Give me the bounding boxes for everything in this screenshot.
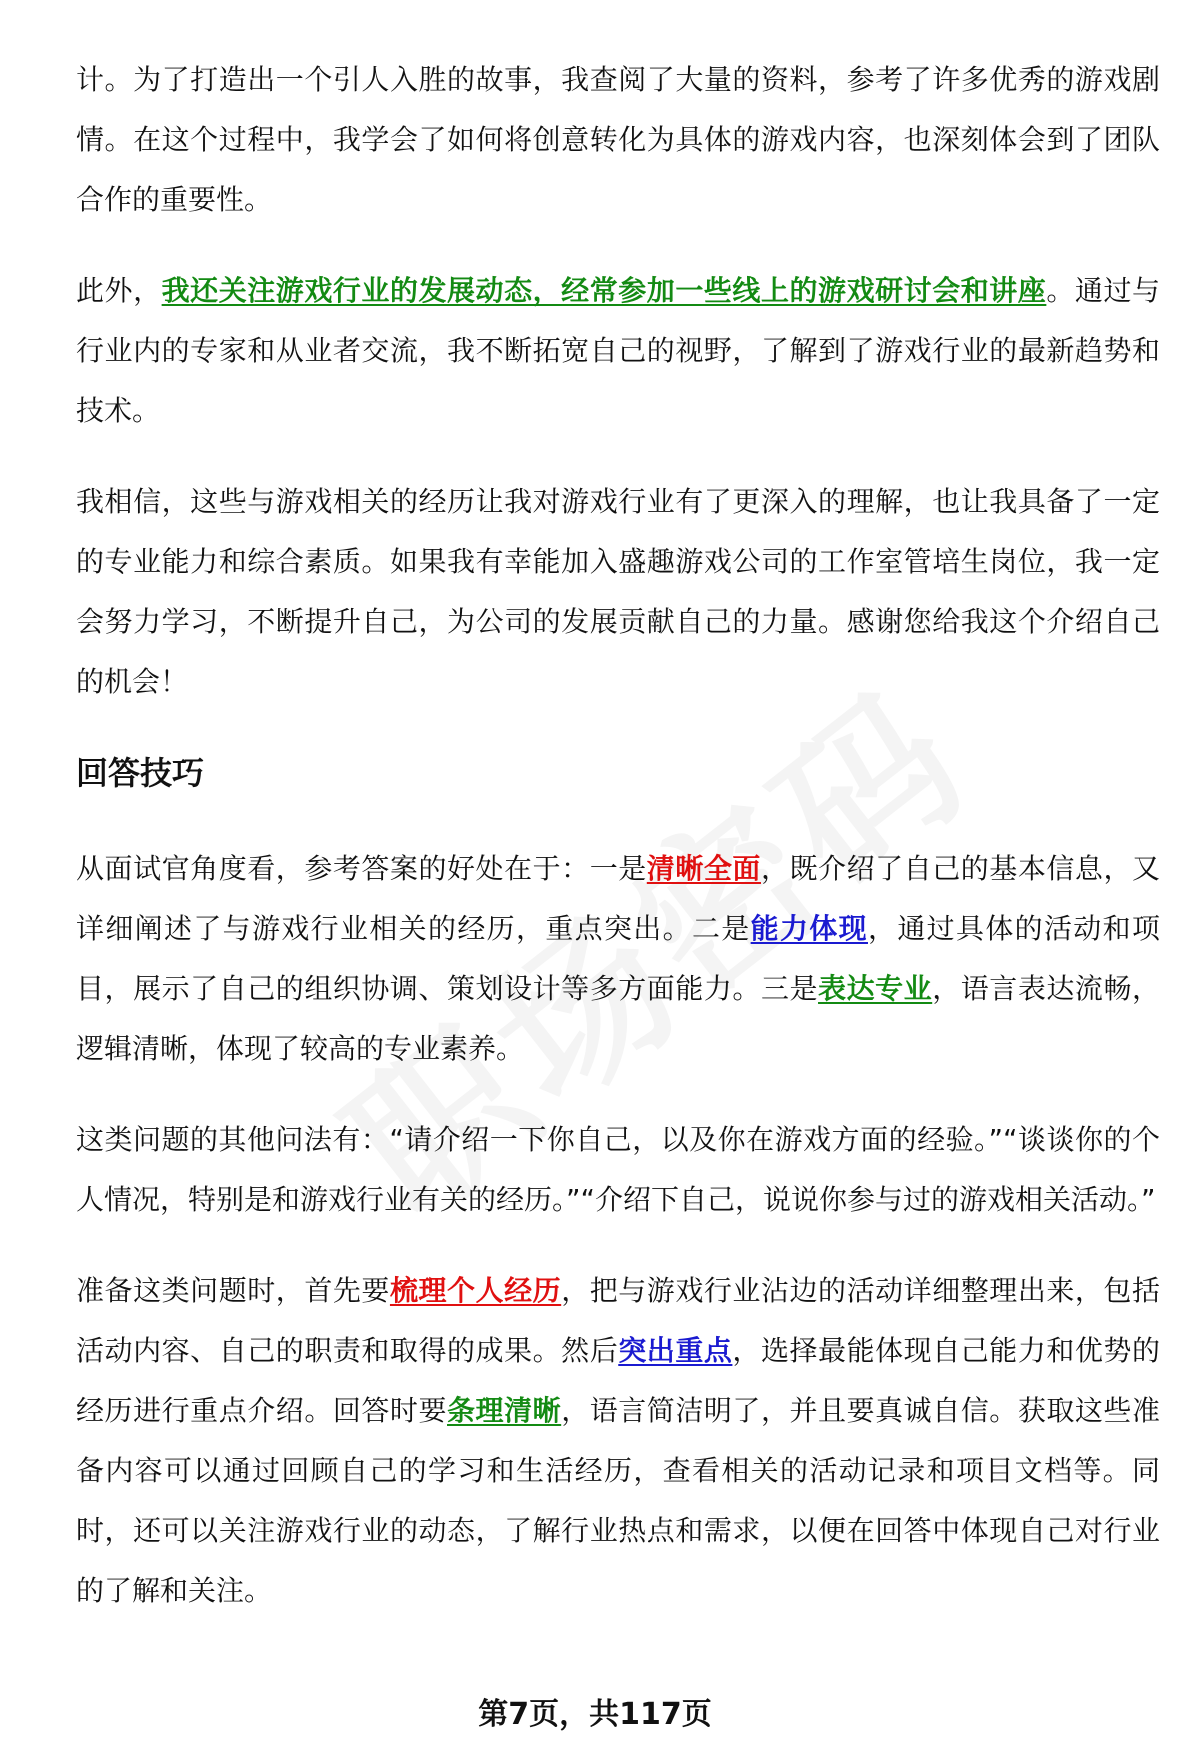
paragraph-industry-focus: 此外，我还关注游戏行业的发展动态，经常参加一些线上的游戏研讨会和讲座。通过与行业内的专家和从业者交流，我不断拓宽自己的视野，了解到了游戏行业的最新趋势和技术。 xyxy=(76,274,1160,427)
highlight-key-points: 突出重点 xyxy=(618,1334,733,1367)
paragraph-interviewer-view: 从面试官角度看，参考答案的好处在于：一是清晰全面，既介绍了自己的基本信息，又详细阐述了与游戏行业相关的经历，重点突出。二是能力体现，通过具体的活动和项目，展示了自己的组织协调、策划设计等多方面能力。三是表达专业，语言表达流畅，逻辑清晰，体现了较高的专业素养。 xyxy=(76,852,1160,1065)
page-footer: 第7页，共117页 xyxy=(478,1697,712,1732)
highlight-sort-experience: 梳理个人经历 xyxy=(389,1274,562,1307)
highlight-industry: 我还关注游戏行业的发展动态，经常参加一些线上的游戏研讨会和讲座 xyxy=(161,274,1047,307)
paragraph-alternative-questions: 这类问题的其他问法有：“请介绍一下你自己，以及你在游戏方面的经验。”“谈谈你的个人情况，特别是和游戏行业有关的经历。”“介绍下自己，说说你参与过的游戏相关活动。” xyxy=(76,1123,1160,1216)
paragraph-conclusion: 我相信，这些与游戏相关的经历让我对游戏行业有了更深入的理解，也让我具备了一定的专业能力和综合素质。如果我有幸能加入盛趣游戏公司的工作室管培生岗位，我一定会努力学习，不断提升自己，为公司的发展贡献自己的力量。感谢您给我这个介绍自己的机会！ xyxy=(76,485,1160,698)
section-heading: 回答技巧 xyxy=(76,754,205,792)
highlight-clear-structure: 条理清晰 xyxy=(447,1394,562,1427)
paragraph-intro-continuation: 计。为了打造出一个引人入胜的故事，我查阅了大量的资料，参考了许多优秀的游戏剧情。在这个过程中，我学会了如何将创意转化为具体的游戏内容，也深刻体会到了团队合作的重要性。 xyxy=(76,63,1160,216)
highlight-professional: 表达专业 xyxy=(818,972,933,1005)
highlight-clear-complete: 清晰全面 xyxy=(646,852,761,885)
highlight-ability: 能力体现 xyxy=(750,912,868,945)
paragraph-preparation: 准备这类问题时，首先要梳理个人经历，把与游戏行业沾边的活动详细整理出来，包括活动内容、自己的职责和取得的成果。然后突出重点，选择最能体现自己能力和优势的经历进行重点介绍。回答时要条理清晰，语言简洁明了，并且要真诚自信。获取这些准备内容可以通过回顾自己的学习和生活经历，查看相关的活动记录和项目文档等。同时，还可以关注游戏行业的动态，了解行业热点和需求，以便在回答中体现自己对行业的了解和关注。 xyxy=(76,1274,1160,1607)
document-body xyxy=(76,50,1160,1652)
